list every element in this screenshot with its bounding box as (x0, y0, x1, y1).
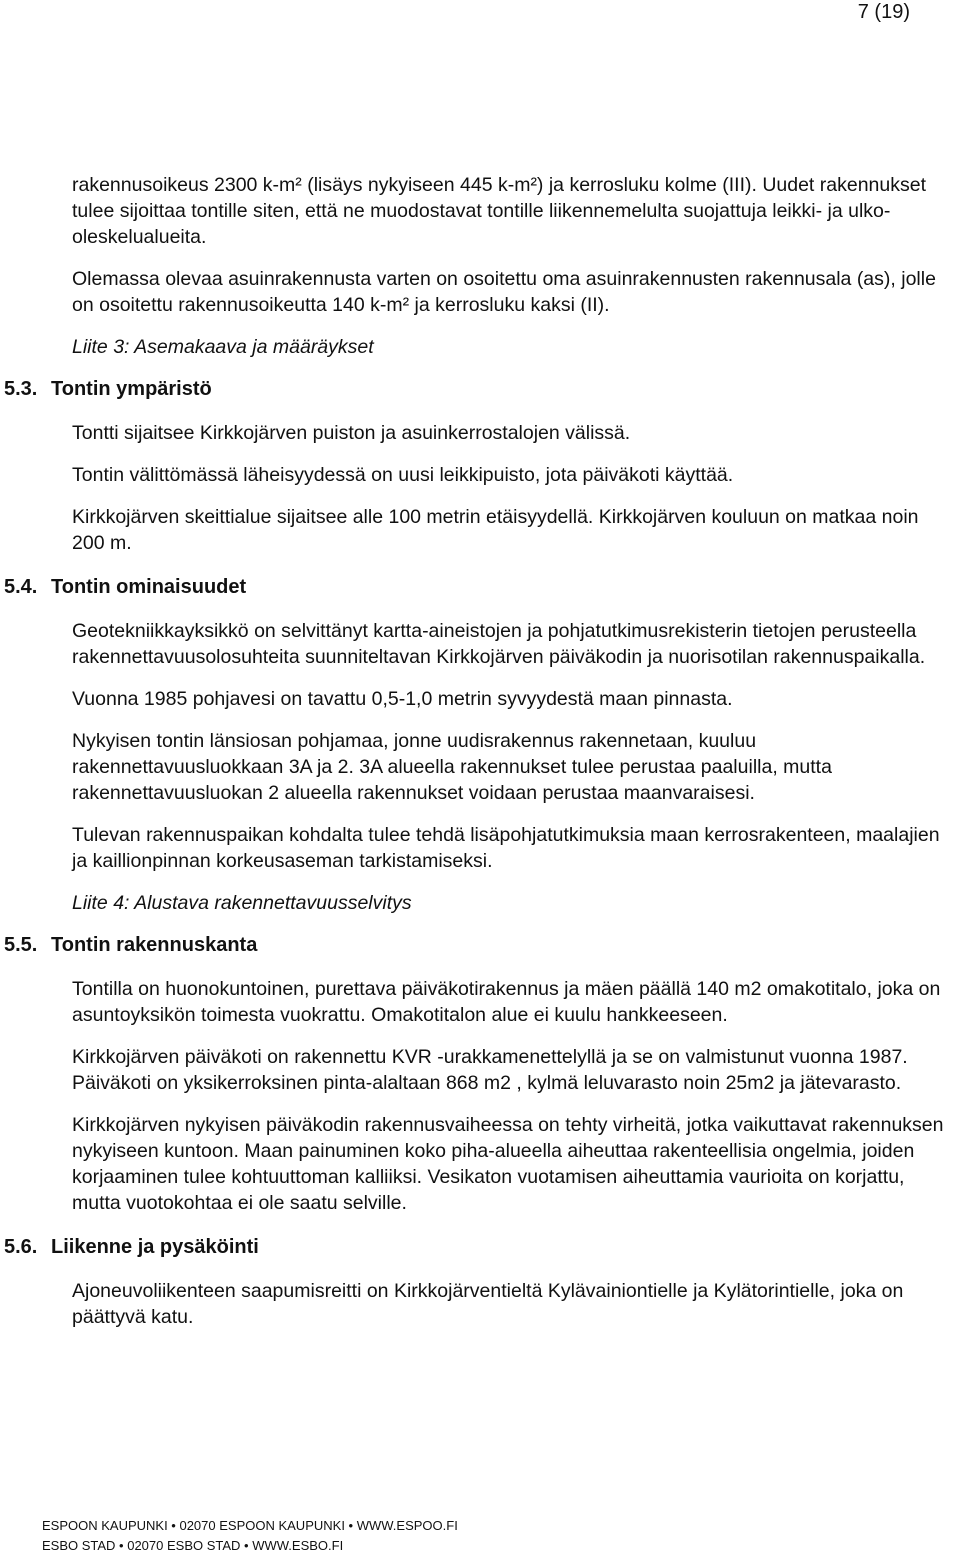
section-heading-5-6 (4, 1234, 888, 1260)
section-title: Tontin ympäristö (51, 378, 212, 400)
paragraph: Nykyisen tontin länsiosan pohjamaa, jonne uudisrakennus rakennetaan, kuuluu rakennettavuusluokkaan 3A ja 2. 3A alueella rakennukset tulee perustaa paaluilla, mutta rakennettavuusluokan 2 alueella rakennukset voidaan perustaa maanvaraisesi. (72, 730, 832, 804)
footer-line-swedish: ESBO STAD • 02070 ESBO STAD • WWW.ESBO.FI (42, 1538, 344, 1553)
section-title: Liikenne ja pysäköinti (51, 1236, 259, 1258)
paragraph: Tontilla on huonokuntoinen, purettava päiväkotirakennus ja mäen päällä 140 m2 omakotitalo, joka on asuntoyksikön toimesta vuokrattu. Omakotitalon alue ei kuulu hankkeeseen. (72, 978, 941, 1026)
footer (42, 1516, 458, 1556)
footer-line-finnish: ESPOON KAUPUNKI • 02070 ESPOON KAUPUNKI • WWW.ESPOO.FI (42, 1518, 458, 1533)
paragraph: Kirkkojärven nykyisen päiväkodin rakennusvaiheessa on tehty virheitä, jotka vaikuttavat rakennuksen nykyiseen kuntoon. Maan painuminen koko piha-alueella aiheuttaa rakenteellisia ongelmia, joiden korjaaminen tulee kohtuuttoman kalliiksi. Vesikaton vuotamisen aiheuttamia vaurioita on korjattu, mutta vuotokohtaa ei ole saatu selville. (72, 1114, 944, 1214)
document-body (4, 172, 956, 1330)
section-heading-5-3 (4, 376, 888, 402)
paragraph: Olemassa olevaa asuinrakennusta varten on osoitettu oma asuinrakennusten rakennusala (as), jolle on osoitettu rakennusoikeutta 140 k-m² ja kerrosluku kaksi (II). (72, 268, 936, 316)
paragraph: rakennusoikeus 2300 k-m² (lisäys nykyiseen 445 k-m²) ja kerrosluku kolme (III). Uudet rakennukset tulee sijoittaa tontille siten, että ne muodostavat tontille liikennemelulta suojattuja leikki- ja ulko-oleskelualueita. (72, 174, 927, 248)
section-number: 5.3. (4, 378, 38, 400)
appendix-reference: Liite 4: Alustava rakennettavuusselvitys (72, 892, 412, 914)
section-title: Tontin rakennuskanta (51, 934, 258, 956)
section-number: 5.4. (4, 576, 38, 598)
paragraph: Tontin välittömässä läheisyydessä on uusi leikkipuisto, jota päiväkoti käyttää. (72, 464, 734, 486)
paragraph: Tulevan rakennuspaikan kohdalta tulee tehdä lisäpohjatutkimuksia maan kerrosrakenteen, maalajien ja kaillionpinnan korkeusaseman tarkistamiseksi. (72, 824, 940, 872)
appendix-reference: Liite 3: Asemakaava ja määräykset (72, 336, 374, 358)
section-heading-5-5 (4, 932, 888, 958)
paragraph: Kirkkojärven skeittialue sijaitsee alle 100 metrin etäisyydellä. Kirkkojärven kouluun on matkaa noin 200 m. (72, 506, 919, 554)
section-number: 5.6. (4, 1236, 38, 1258)
section-title: Tontin ominaisuudet (51, 576, 247, 598)
page-number: 7 (19) (857, 1, 910, 23)
paragraph: Kirkkojärven päiväkoti on rakennettu KVR -urakkamenettelyllä ja se on valmistunut vuonna 1987. Päiväkoti on yksikerroksinen pinta-alaltaan 868 m2 , kylmä leluvarasto noin 25m2 ja jätevarasto. (72, 1046, 908, 1094)
section-heading-5-4 (4, 574, 888, 600)
section-number: 5.5. (4, 934, 38, 956)
paragraph: Tontti sijaitsee Kirkkojärven puiston ja asuinkerrostalojen välissä. (72, 422, 631, 444)
paragraph: Ajoneuvoliikenteen saapumisreitti on Kirkkojärventieltä Kylävainiontielle ja Kylätorintielle, joka on päättyvä katu. (72, 1280, 904, 1328)
paragraph: Geotekniikkayksikkö on selvittänyt kartta-aineistojen ja pohjatutkimusrekisterin tietojen perusteella rakennettavuusolosuhteita suunniteltavan Kirkkojärven päiväkodin ja nuorisotilan rakennuspaikalla. (72, 620, 926, 668)
paragraph: Vuonna 1985 pohjavesi on tavattu 0,5-1,0 metrin syvyydestä maan pinnasta. (72, 688, 733, 710)
